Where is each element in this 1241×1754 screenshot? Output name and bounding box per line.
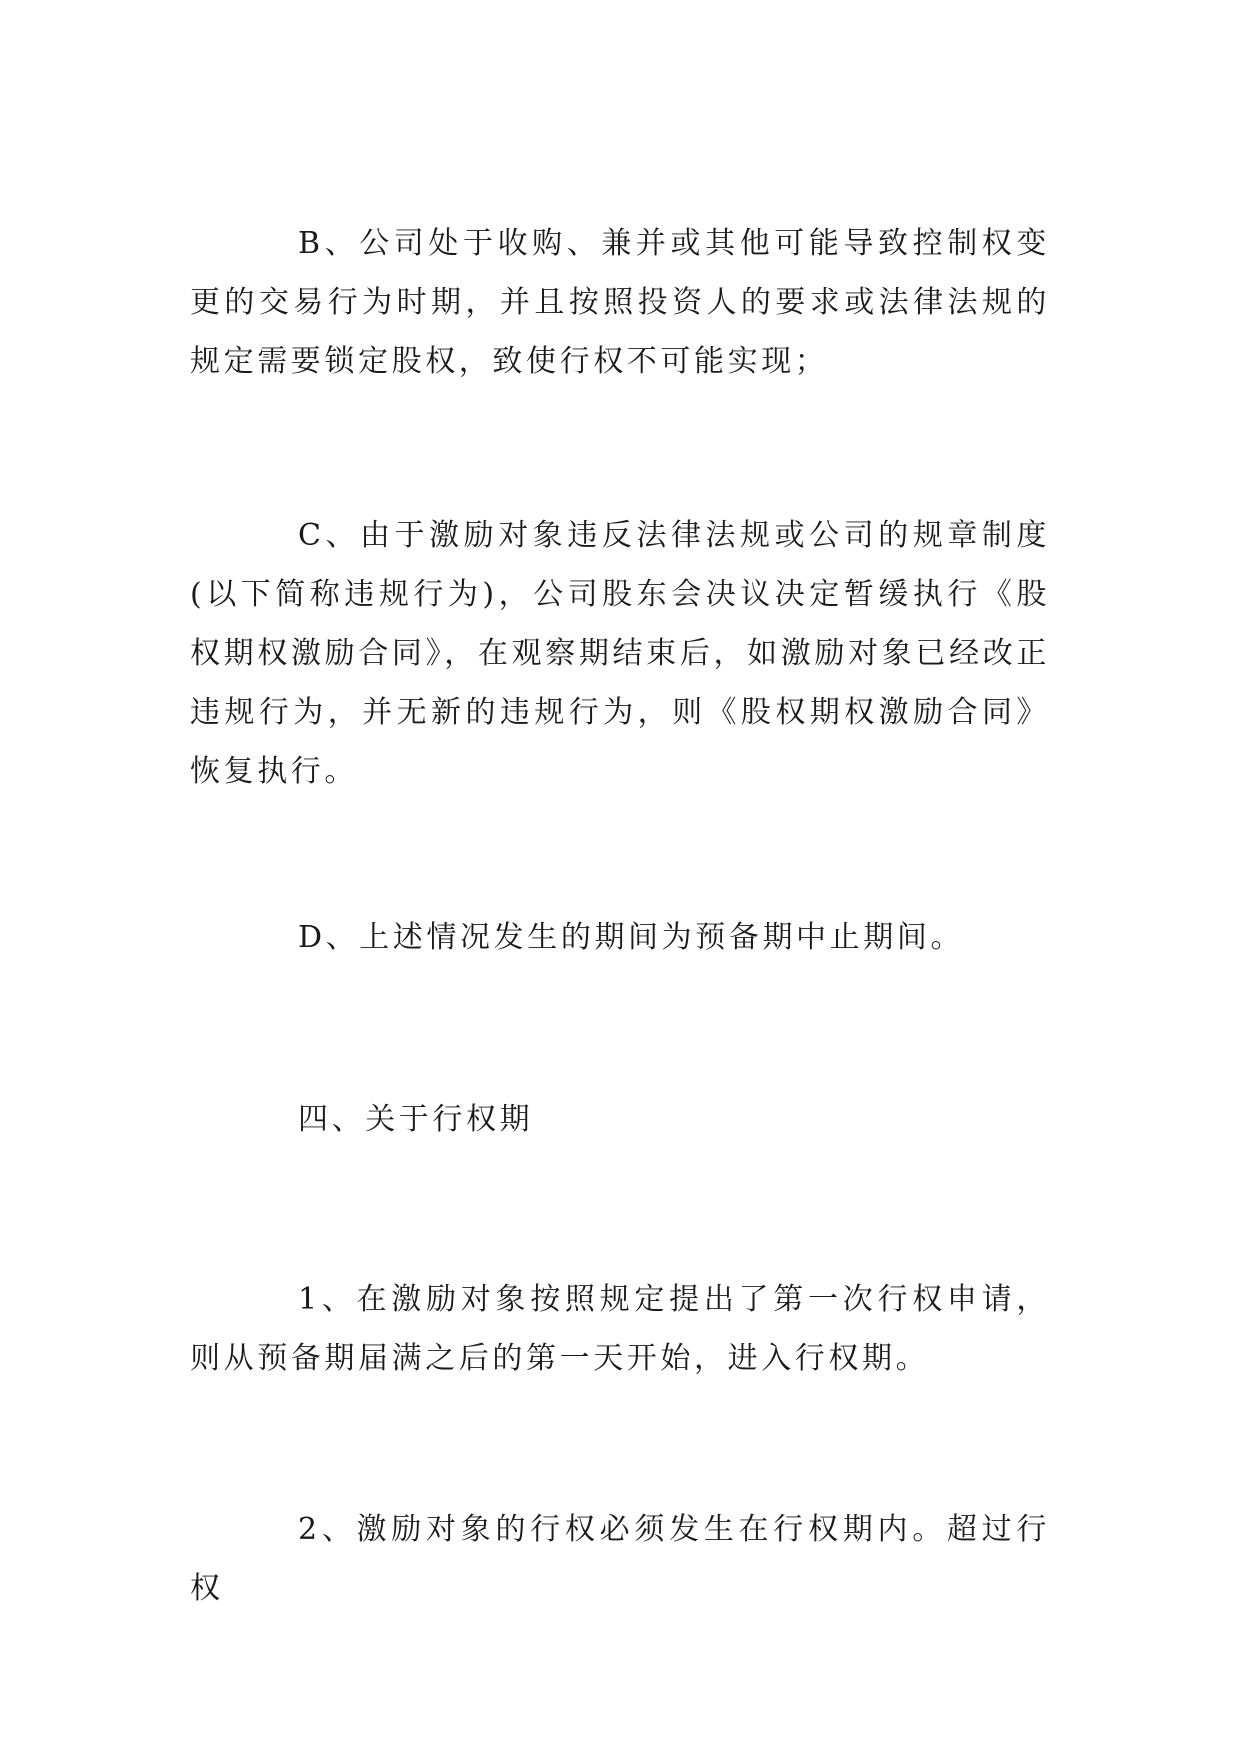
paragraph-item-1: 1、在激励对象按照规定提出了第一次行权申请，则从预备期届满之后的第一天开始，进入行权期。 <box>190 1282 1050 1376</box>
paragraph-item-2: 2、激励对象的行权必须发生在行权期内。超过行权 <box>190 1512 1050 1606</box>
paragraph-c: C、由于激励对象违反法律法规或公司的规章制度(以下简称违规行为)，公司股东会决议决定暂缓执行《股权期权激励合同》，在观察期结束后，如激励对象已经改正违规行为，并无新的违规行为，则《股权期权激励合同》恢复执行。 <box>190 518 1050 789</box>
paragraph-d: D、上述情况发生的期间为预备期中止期间。 <box>298 920 965 955</box>
section-heading-exercise-period: 四、关于行权期 <box>298 1102 534 1137</box>
paragraph-b: B、公司处于收购、兼并或其他可能导致控制权变更的交易行为时期，并且按照投资人的要求或法律法规的规定需要锁定股权，致使行权不可能实现； <box>190 226 1050 379</box>
